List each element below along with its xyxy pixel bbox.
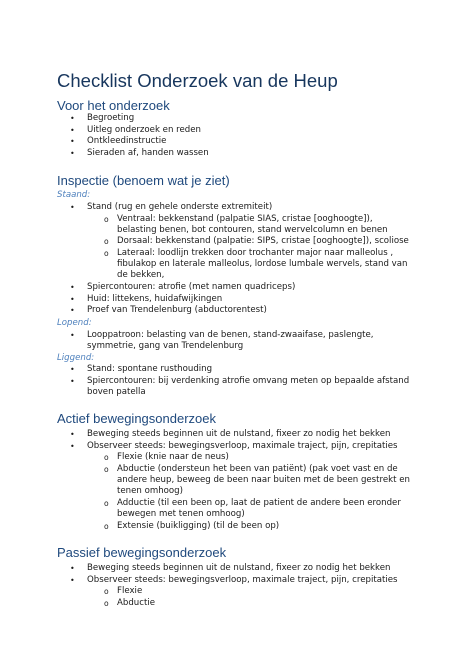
sub-list-item: o Adductie (til een been op, laat de patient de andere been eronder bewegen met tenen omhoog) [104,498,401,520]
heading-passief: Passief bewegingsonderzoek [57,545,227,560]
subheading-staand: Staand: [57,190,91,200]
subheading-liggend: Liggend: [57,353,95,363]
list-item: • Observeer steeds: bewegingsverloop, maximale traject, pijn, crepitaties [70,440,398,451]
sub-list-item: o Abductie (ondersteun het been van patiënt) (pak voet vast en de andere heup, beweeg de been naar buiten met de been gestrekt en tenen omhoog) [104,463,410,497]
list-item: • Spiercontouren: bij verdenking atrofie omvang meten op bepaalde afstand boven patella [70,375,410,397]
subheading-lopend: Lopend: [57,318,92,328]
list-item: • Looppatroon: belasting van de benen, stand-zwaaifase, paslengte, symmetrie, gang van Trendelenburg [70,329,374,351]
sub-list-item: o Flexie [104,586,143,596]
list-item: • Proef van Trendelenburg (abductorentest) [70,305,267,315]
list-item: • Stand (rug en gehele onderste extremiteit) [70,202,273,212]
list-item: • Stand: spontane rusthouding [70,364,213,374]
list-item: • Sieraden af, handen wassen [70,147,209,158]
sub-list-item: o Lateraal: loodlijn trekken door trochanter major naar malleolus , fibulakop en laterale malleolus, lordose lumbale wervels, stand van de bekken, [104,247,408,281]
list-item: • Observeer steeds: bewegingsverloop, maximale traject, pijn, crepitaties [70,574,398,585]
heading-voor: Voor het onderzoek [57,98,170,113]
list-item: • Uitleg onderzoek en reden [70,124,201,135]
page-title: Checklist Onderzoek van de Heup [57,70,338,91]
heading-inspectie: Inspectie (benoem wat je ziet) [57,173,230,188]
list-item: • Huid: littekens, huidafwijkingen [70,293,223,304]
sub-list-item: o Dorsaal: bekkenstand (palpatie: SIPS, cristae [ooghoogte]), scoliose [104,236,409,246]
sub-list-item: o Ventraal: bekkenstand (palpatie SIAS, cristae [ooghoogte]), belasting benen, bot contouren, stand wervelcolumn en benen [104,213,388,235]
list-item: • Spiercontouren: atrofie (met namen quadriceps) [70,282,296,292]
list-item: • Beweging steeds beginnen uit de nulstand, fixeer zo nodig het bekken [70,563,391,573]
list-item: • Begroeting [70,113,135,123]
sub-list-item: o Extensie (buikligging) (til de been op) [104,521,280,531]
sub-list-item: o Flexie (knie naar de neus) [104,452,229,462]
list-item: • Beweging steeds beginnen uit de nulstand, fixeer zo nodig het bekken [70,429,391,439]
list-item: • Ontkleedinstructie [70,136,167,146]
sub-list-item: o Abductie [104,597,156,608]
heading-actief: Actief bewegingsonderzoek [57,411,216,426]
